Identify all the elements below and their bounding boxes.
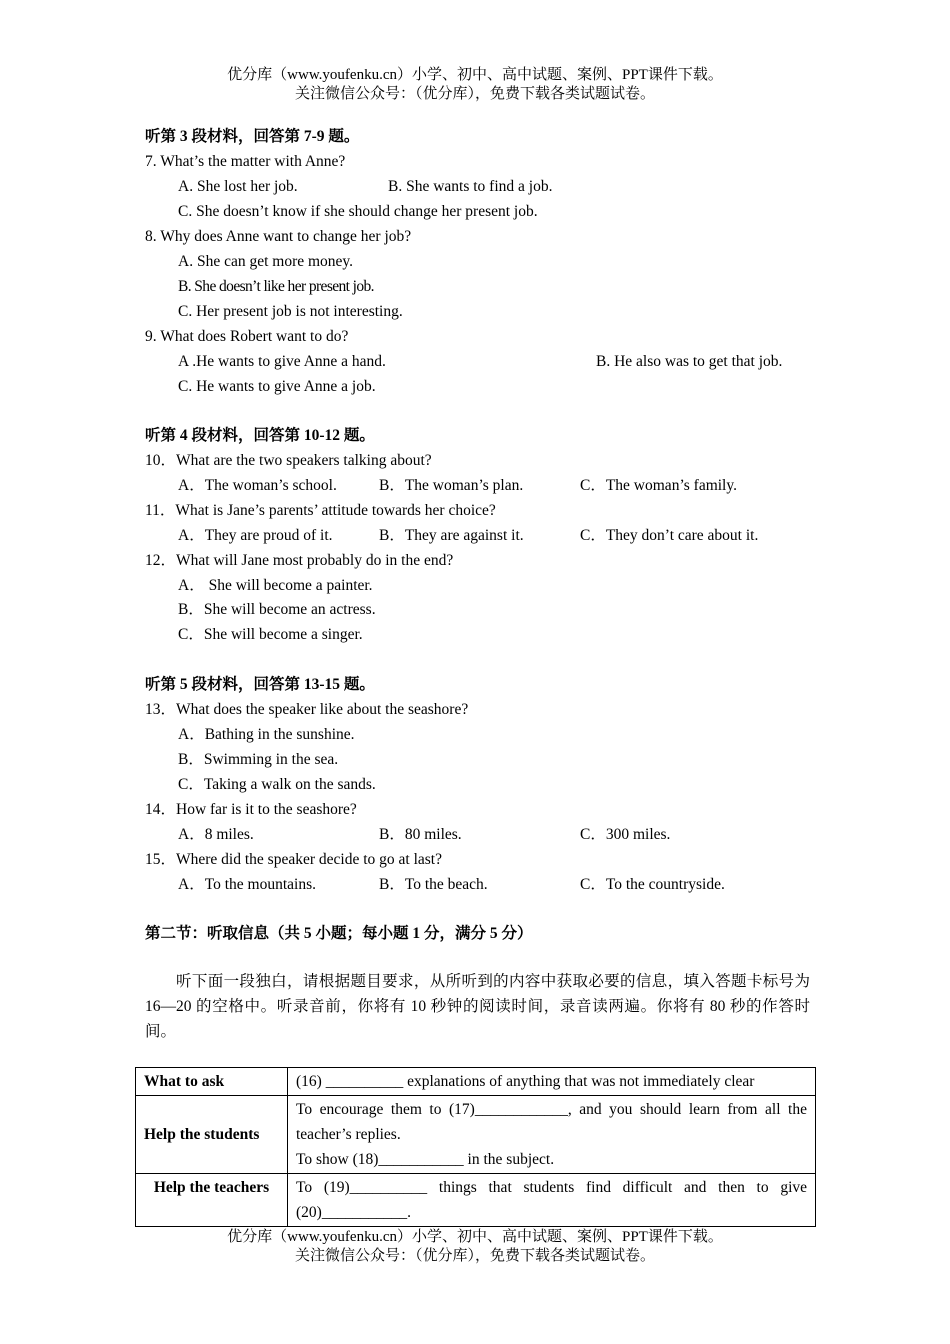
row-line: (20)___________. (296, 1204, 411, 1221)
q13-option-c: C．Taking a walk on the sands. (178, 776, 376, 793)
q8-option-b: B. She doesn’t like her present job. (178, 278, 374, 295)
header-line-2: 关注微信公众号：（优分库），免费下载各类试题试卷。 (294, 86, 655, 102)
q9-stem: 9. What does Robert want to do? (145, 328, 349, 345)
q11-option-a: A．They are proud of it. (178, 527, 333, 544)
q9-option-a: A .He wants to give Anne a hand. (178, 353, 386, 370)
q12-stem: 12．What will Jane most probably do in the end? (145, 552, 454, 569)
table-row (136, 1174, 816, 1227)
q12-option-a: A． She will become a painter. (178, 577, 373, 594)
row-content (288, 1174, 816, 1227)
row-label: Help the teachers (136, 1174, 288, 1227)
q14-option-b: B．80 miles. (379, 826, 462, 843)
row-content (288, 1068, 816, 1096)
q10-stem: 10．What are the two speakers talking about? (145, 452, 432, 469)
q14-option-c: C．300 miles. (580, 826, 671, 843)
info-table (135, 1067, 816, 1227)
q15-option-a: A．To the mountains. (178, 876, 316, 893)
q11-stem: 11．What is Jane’s parents’ attitude towards her choice? (145, 502, 496, 519)
row-line: To encourage them to (17)____________, and you should learn from all the (296, 1101, 807, 1118)
page-footer (0, 1228, 950, 1266)
section5-heading: 听第 5 段材料，回答第 13-15 题。 (145, 676, 375, 693)
q15-option-b: B．To the beach. (379, 876, 488, 893)
row-line: (16) __________ explanations of anything that was not immediately clear (296, 1073, 755, 1090)
q14-option-a: A．8 miles. (178, 826, 254, 843)
q8-stem: 8. Why does Anne want to change her job? (145, 228, 412, 245)
part2-heading: 第二节：听取信息（共 5 小题；每小题 1 分，满分 5 分） (145, 925, 533, 942)
q12-option-b: B．She will become an actress. (178, 601, 376, 618)
row-line: teacher’s replies. (296, 1126, 401, 1143)
q15-stem: 15．Where did the speaker decide to go at last? (145, 851, 442, 868)
q7-option-b: B. She wants to find a job. (388, 178, 553, 195)
q13-option-a: A．Bathing in the sunshine. (178, 726, 355, 743)
q10-option-c: C．The woman’s family. (580, 477, 737, 494)
q11-option-b: B．They are against it. (379, 527, 524, 544)
q15-option-c: C．To the countryside. (580, 876, 725, 893)
row-line: To show (18)___________ in the subject. (296, 1151, 555, 1168)
row-label: Help the students (136, 1096, 288, 1174)
section3-heading: 听第 3 段材料，回答第 7-9 题。 (145, 128, 360, 145)
footer-line-1: 优分库（www.youfenku.cn）小学、初中、高中试题、案例、PPT课件下载。 (227, 1229, 723, 1245)
page-header (0, 66, 950, 104)
q13-stem: 13．What does the speaker like about the seashore? (145, 701, 469, 718)
q7-option-c: C. She doesn’t know if she should change her present job. (178, 203, 538, 220)
q13-option-b: B．Swimming in the sea. (178, 751, 339, 768)
q9-option-c: C. He wants to give Anne a job. (178, 378, 376, 395)
part2-instructions: 听下面一段独白，请根据题目要求，从所听到的内容中获取必要的信息，填入答题卡标号为 16—20 的空格中。听录音前，你将有 10 秒钟的阅读时间，录音读两遍。你将有 80 秒的作答时间。 (145, 973, 810, 1040)
q8-option-a: A. She can get more money. (178, 253, 354, 270)
q7-option-a: A. She lost her job. (178, 178, 298, 195)
row-line: To (19)__________ things that students find difficult and then to give (296, 1179, 807, 1196)
q10-option-b: B．The woman’s plan. (379, 477, 524, 494)
q10-option-a: A．The woman’s school. (178, 477, 337, 494)
footer-line-2: 关注微信公众号：（优分库），免费下载各类试题试卷。 (294, 1248, 655, 1264)
q8-option-c: C. Her present job is not interesting. (178, 303, 403, 320)
row-label: What to ask (136, 1068, 288, 1096)
row-content (288, 1096, 816, 1174)
header-line-1: 优分库（www.youfenku.cn）小学、初中、高中试题、案例、PPT课件下载。 (227, 67, 723, 83)
q14-stem: 14．How far is it to the seashore? (145, 801, 357, 818)
q11-option-c: C．They don’t care about it. (580, 527, 759, 544)
q12-option-c: C．She will become a singer. (178, 626, 363, 643)
section4-heading: 听第 4 段材料，回答第 10-12 题。 (145, 427, 375, 444)
q7-stem: 7. What’s the matter with Anne? (145, 153, 346, 170)
q9-option-b: B. He also was to get that job. (596, 353, 783, 370)
table-row (136, 1068, 816, 1096)
table-row (136, 1096, 816, 1174)
